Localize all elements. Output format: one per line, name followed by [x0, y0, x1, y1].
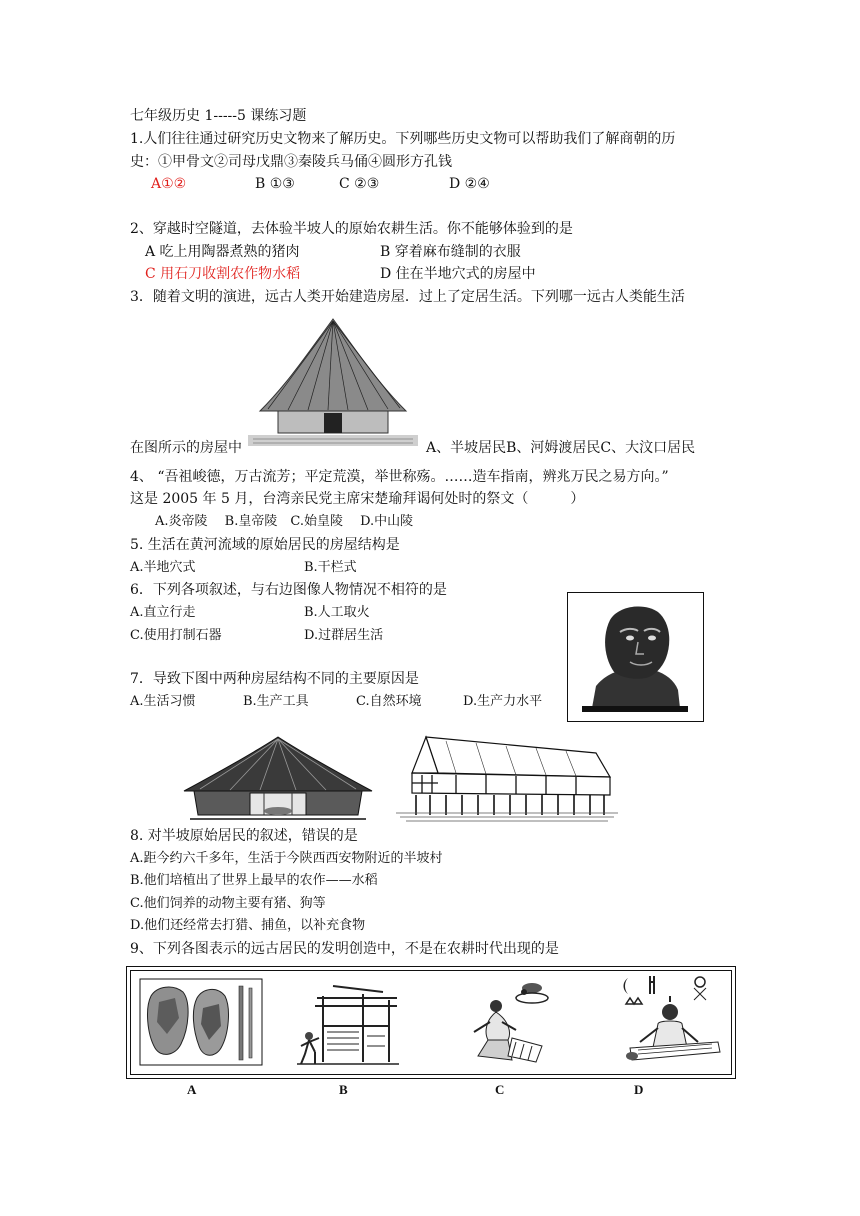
- building-frame-image: [293, 976, 403, 1068]
- q3-options: A、半坡居民B、河姆渡居民C、大汶口居民: [426, 440, 696, 456]
- q3-stem-line1: 3．随着文明的演进，远古人类开始建造房屋．过上了定居生活。下列哪一远古人类能生活: [130, 289, 685, 305]
- q1-option-d: D ②④: [449, 176, 490, 192]
- q1-option-b: B ①③: [255, 176, 295, 192]
- q9-caption-a: A: [187, 1082, 197, 1097]
- q7-option-d: D.生产力水平: [463, 694, 543, 709]
- q9-stem: 9、下列各图表示的远古居民的发明创造中，不是在农耕时代出现的是: [130, 941, 559, 957]
- q1-option-a: A①②: [151, 176, 187, 192]
- q4-options: A.炎帝陵 B.皇帝陵 C.始皇陵 D.中山陵: [155, 514, 414, 529]
- q2-option-a: A 吃上用陶器煮熟的猪肉: [145, 244, 300, 260]
- q8-option-a: A.距今约六千多年，生活于今陕西西安物附近的半坡村: [130, 851, 443, 866]
- q6-option-a: A.直立行走: [130, 605, 196, 620]
- stone-tools-image: [139, 978, 263, 1066]
- q9-caption-d: D: [634, 1082, 644, 1097]
- q2-stem: 2、穿越时空隧道，去体验半坡人的原始农耕生活。你不能够体验到的是: [130, 221, 573, 237]
- q8-option-b: B.他们培植出了世界上最早的农作——水稻: [130, 873, 378, 888]
- thatched-hut-image: [248, 313, 418, 446]
- q6-option-d: D.过群居生活: [304, 628, 384, 643]
- q5-option-a: A.半地穴式: [130, 560, 196, 575]
- q6-stem: 6．下列各项叙述，与右边图像人物情况不相符的是: [130, 582, 447, 598]
- q8-stem: 8. 对半坡原始居民的叙述，错误的是: [130, 828, 358, 844]
- q3-stem-line2: 在图所示的房屋中: [130, 440, 242, 456]
- q5-stem: 5. 生活在黄河流域的原始居民的房屋结构是: [130, 537, 400, 553]
- q8-option-c: C.他们饲养的动物主要有猪、狗等: [130, 896, 326, 911]
- banpo-round-house-image: [180, 733, 376, 825]
- q7-option-a: A.生活习惯: [130, 694, 196, 709]
- pottery-making-image: [462, 976, 566, 1068]
- q9-caption-b: B: [339, 1082, 348, 1097]
- q7-stem: 7．导致下图中两种房屋结构不同的主要原因是: [130, 671, 419, 687]
- q1-option-c: C ②③: [339, 176, 380, 192]
- q2-option-b: B 穿着麻布缝制的衣服: [380, 244, 521, 260]
- q7-option-b: B.生产工具: [243, 694, 309, 709]
- q8-option-d: D.他们还经常去打猎、捕鱼，以补充食物: [130, 918, 366, 933]
- page-title: 七年级历史 1-----5 课练习题: [130, 108, 307, 124]
- q6-option-c: C.使用打制石器: [130, 628, 222, 643]
- q1-stem-line2: 史：①甲骨文②司母戊鼎③秦陵兵马俑④圆形方孔钱: [130, 154, 452, 170]
- q7-option-c: C.自然环境: [356, 694, 422, 709]
- q5-option-b: B.干栏式: [304, 560, 357, 575]
- hemudu-stilt-house-image: [396, 733, 618, 825]
- q9-caption-c: C: [495, 1082, 505, 1097]
- peking-man-bust-image: [574, 598, 696, 714]
- q4-stem-line1: 4、 “吾祖峻德，万古流芳；平定荒漠，举世称殇。……造车指南，辨兆万民之易方向。”: [130, 469, 669, 485]
- weaving-image: [618, 972, 728, 1068]
- q2-option-d: D 住在半地穴式的房屋中: [380, 266, 536, 282]
- q1-stem-line1: 1.人们往往通过研究历史文物来了解历史。下列哪些历史文物可以帮助我们了解商朝的历: [130, 131, 676, 147]
- q4-stem-line2: 这是 2005 年 5 月，台湾亲民党主席宋楚瑜拜谒何处时的祭文（ ）: [130, 491, 585, 507]
- q6-option-b: B.人工取火: [304, 605, 370, 620]
- q2-option-c: C 用石刀收割农作物水稻: [145, 266, 301, 282]
